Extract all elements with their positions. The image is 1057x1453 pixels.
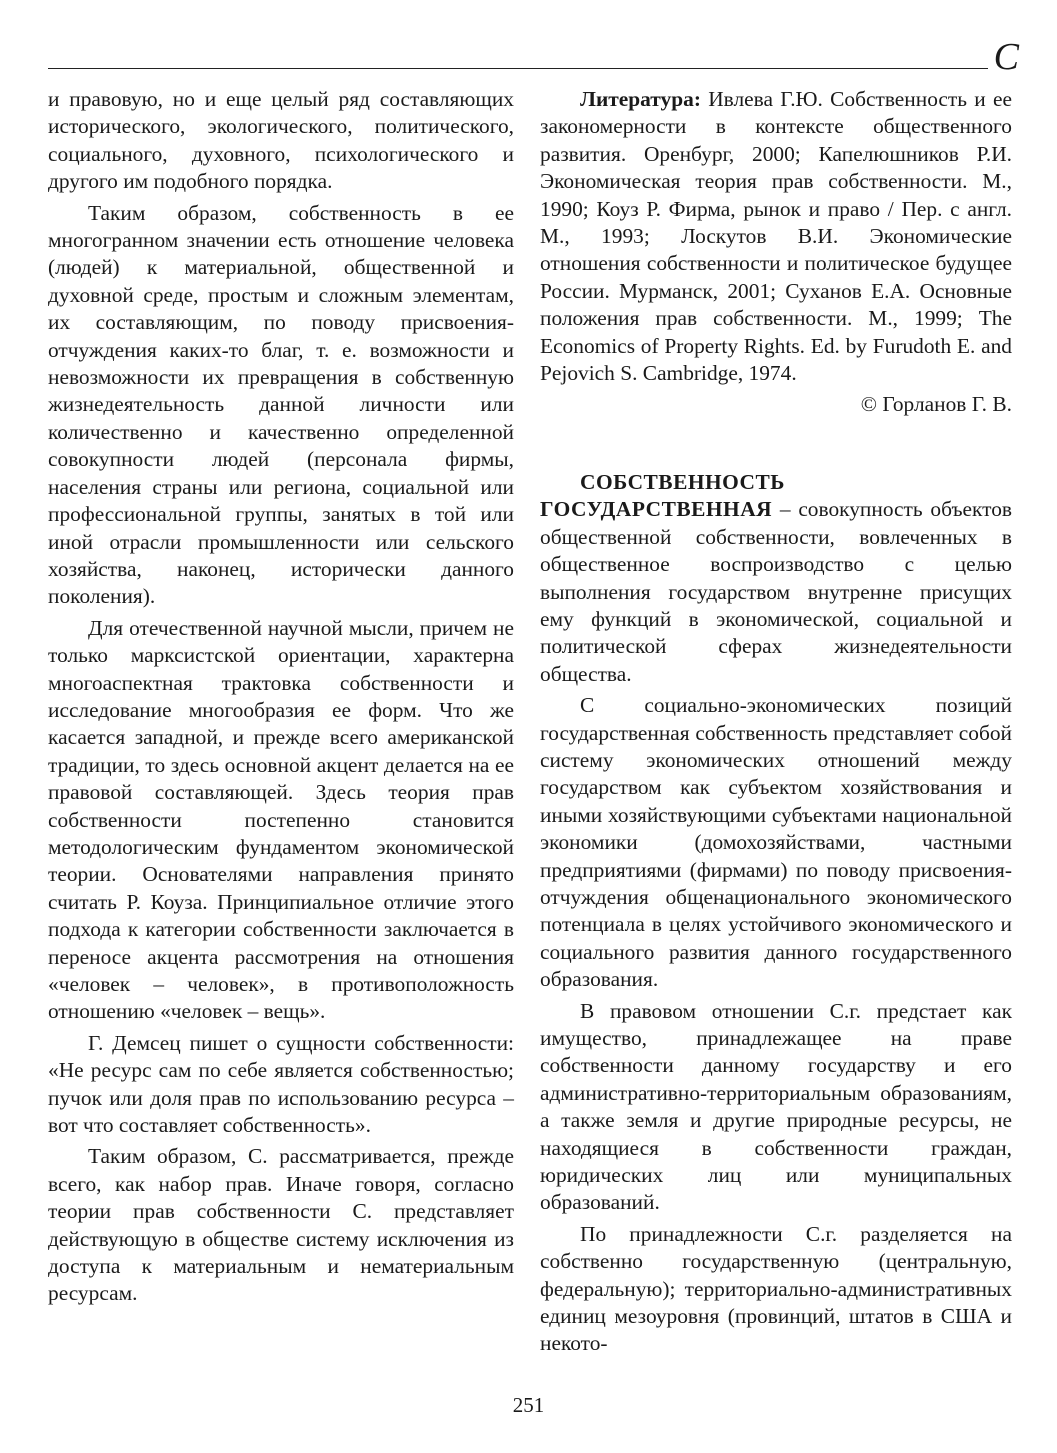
paragraph: Г. Демсец пишет о сущности собственности: «Не ресурс сам по себе является собственностью; пучок или доля прав по использованию ресурса – вот что составляет собственность». xyxy=(48,1030,514,1138)
entry-paragraph xyxy=(540,469,1012,688)
entry-title: СОБСТВЕННОСТЬ ГОСУДАРСТВЕННАЯ xyxy=(540,469,785,522)
paragraph: Для отечественной научной мысли, причем не только марксистской ориентации, характерна многоаспектная трактовка собственности и исследование многообразия ее форм. Что же касается западной, и прежде всего американской традиции, то здесь основной акцент делается на ее правовой составляющей. Здесь теория прав собственности постепенно становится методологическим фундаментом экономической теории. Основателями направления принято считать Р. Коуза. Принципиальное отличие этого подхода к категории собственности заключается в переносе акцента рассмотрения на отношения «человек – человек», в противоположность отношению «человек – вещь». xyxy=(48,615,514,1024)
page-number: 251 xyxy=(512,1393,545,1417)
section-gap xyxy=(540,423,1012,469)
paragraph: Таким образом, собственность в ее многогранном значении есть отношение человека (людей) к материальной, общественной и духовной среде, простым и сложным элементам, их составляющим, по поводу присвоения-отчуждения каких-то благ, т. е. возможности и невозможности их превращения в собственную жизнедеятельность данной личности или количественно и качественно определенной совокупности людей (персонала фирмы, населения страны или региона, социальной или профессиональной группы, занятых в той или иной отрасли промышленности или сельского хозяйства, наконец, исторически данного поколения). xyxy=(48,200,514,609)
paragraph: и правовую, но и еще целый ряд составляющих исторического, экологического, политического, социального, духовного, психологического и другого им подобного порядка. xyxy=(48,87,514,194)
literature-block xyxy=(540,86,1012,387)
paragraph: С социально-экономических позиций государственная собственность представляет собой систему экономических отношений между государством как субъектом хозяйствования и иными хозяйствующими субъектами национальной экономики (домохозяйствами, частными предприятиями (фирмами) по поводу присвоения-отчуждения общенационального экономического потенциала в целях устойчивого экономического и социального развития данного государственного образования. xyxy=(540,693,1012,992)
paragraph: Таким образом, С. рассматривается, прежде всего, как набор прав. Иначе говоря, согласно теории прав собственности С. представляет действующую в обществе систему исключения из доступа к материальным и нематериальным ресурсам. xyxy=(48,1144,514,1306)
literature-label: Литература: xyxy=(580,87,701,111)
left-column xyxy=(48,86,514,1312)
right-column xyxy=(540,86,1012,1362)
paragraph: По принадлежности С.г. разделяется на собственно государственную (центральную, федеральную); территориально-административных единиц мезоуровня (провинций, штатов в США и некото- xyxy=(540,1221,1012,1356)
copyright-author: © Горланов Г. В. xyxy=(860,392,1012,417)
literature-text: Ивлева Г.Ю. Собственность и ее закономерности в контексте общественного развития. Оренбург, 2000; Капелюшников Р.И. Экономическая теория прав собственности. М., 1990; Коуз Р. Фирма, рынок и право / Пер. с англ. М., 1993; Лоскутов В.И. Экономические отношения собственности и политическое будущее России. Мурманск, 2001; Суханов Е.А. Основные положения прав собственности. М., 1999; The Economics of Property Rights. Ed. by Furudoth E. and Pejovich S. Cambridge, 1974. xyxy=(540,87,1012,386)
paragraph: В правовом отношении С.г. предстает как имущество, принадлежащее на праве собственности данному государству и его административно-территориальным образованиям, а также земля и другие природные ресурсы, не находящиеся в собственности граждан, юридических лиц или муниципальных образований. xyxy=(540,998,1012,1215)
header-rule xyxy=(48,68,988,69)
section-letter: С xyxy=(993,36,1019,78)
entry-definition: – совокупность объектов общественной собственности, вовлеченных в общественное воспроизводство с целью выполнения государством внутренне присущих ему функций в экономической, социальной и политической сферах жизнедеятельности общества. xyxy=(540,497,1012,686)
